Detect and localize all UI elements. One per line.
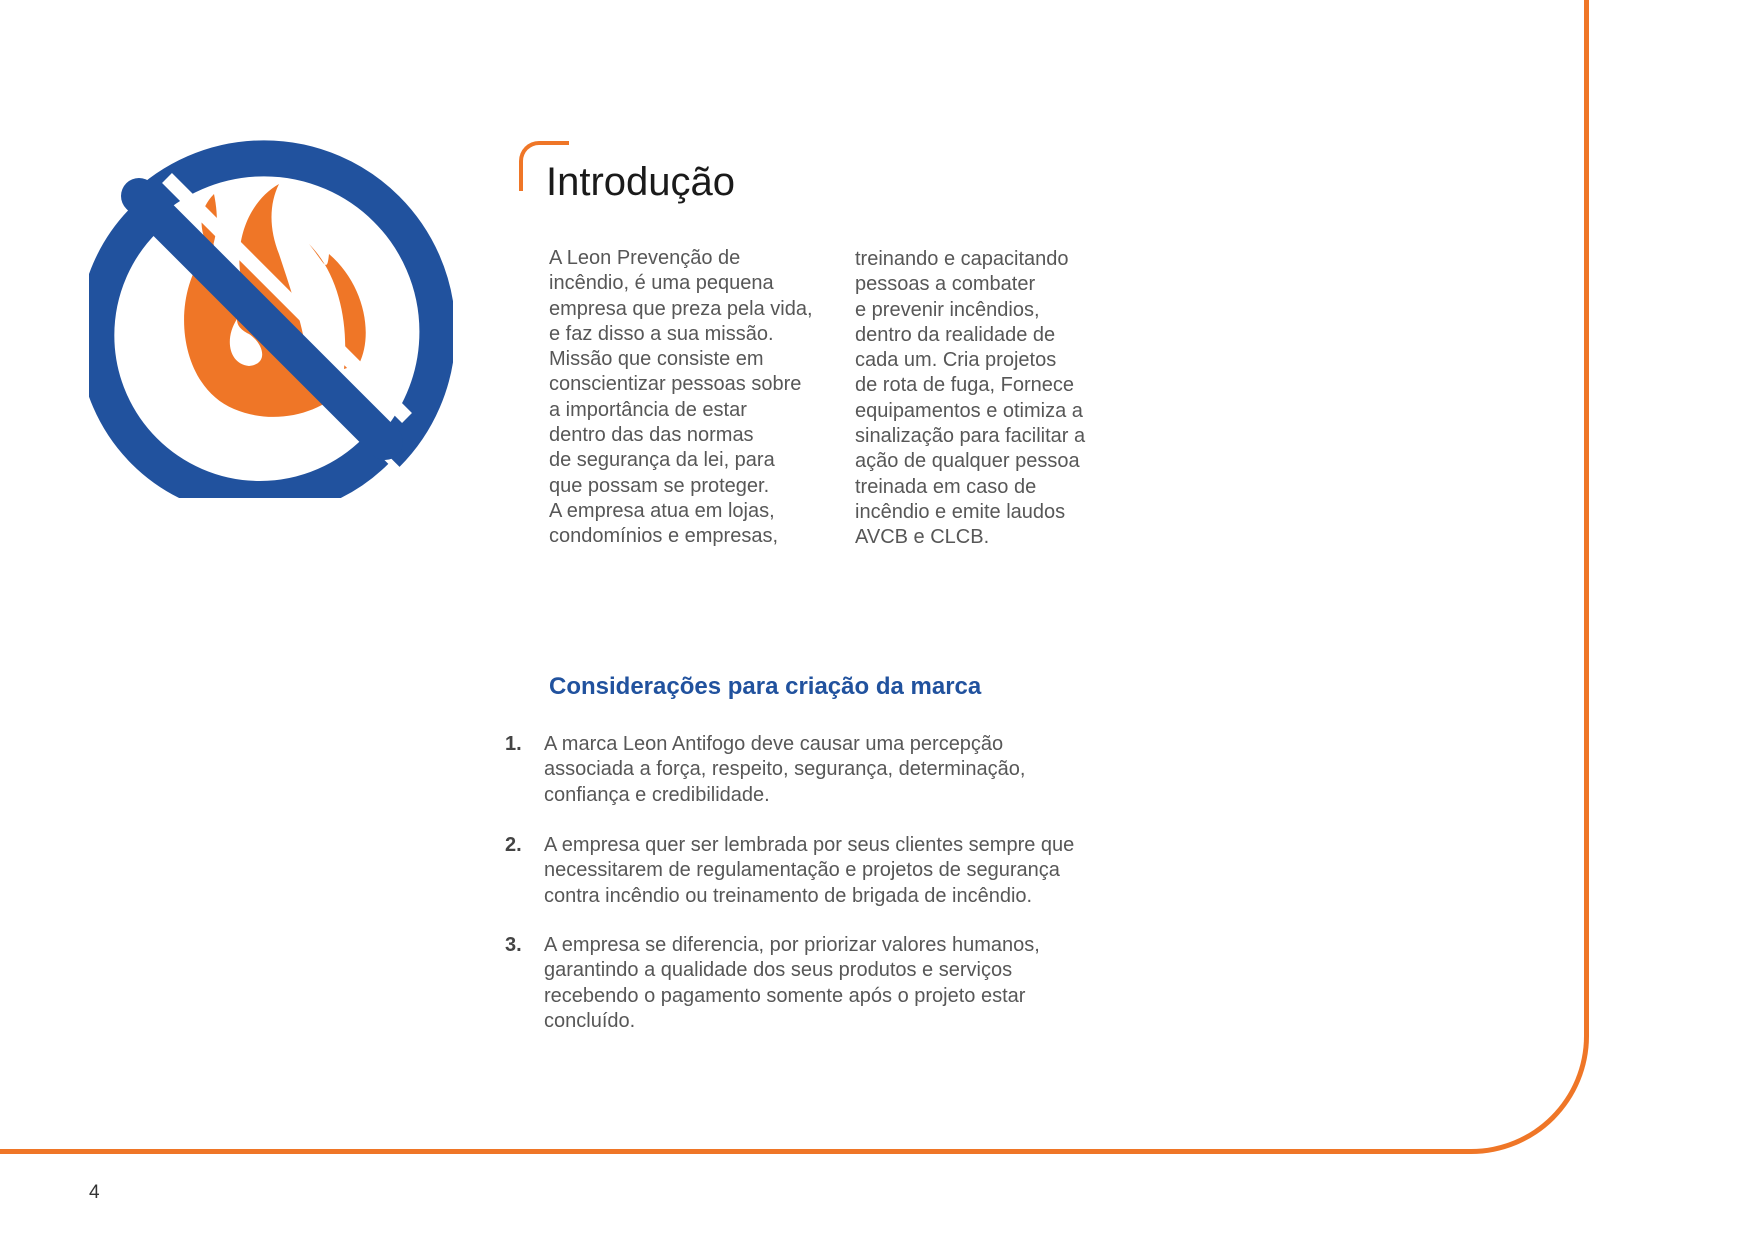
list-item-number: 2.	[505, 834, 522, 856]
list-item	[505, 732, 1025, 808]
list-item-number: 1.	[505, 733, 522, 755]
no-fire-icon	[89, 134, 453, 498]
intro-column-left: A Leon Prevenção de incêndio, é uma pequena empresa que preza pela vida, e faz disso a sua missão. Missão que consiste em conscientizar pessoas sobre a importância de estar dentro das das normas de segurança da lei, para que possam se proteger. A empresa atua em lojas, condomínios e empresas,	[549, 247, 813, 548]
intro-column-right: treinando e capacitando pessoas a combater e prevenir incêndios, dentro da realidade de cada um. Cria projetos de rota de fuga, Fornece equipamentos e otimiza a sinalização para facilitar a ação de qualquer pessoa treinada em caso de incêndio e emite laudos AVCB e CLCB.	[855, 248, 1086, 549]
list-item-text: A marca Leon Antifogo deve causar uma percepção associada a força, respeito, segurança, determinação, confiança e credibilidade.	[544, 733, 1026, 806]
page-number: 4	[89, 1182, 100, 1203]
list-item	[505, 833, 1074, 909]
considerations-heading: Considerações para criação da marca	[549, 673, 982, 700]
list-item	[505, 933, 1040, 1034]
list-item-text: A empresa quer ser lembrada por seus clientes sempre que necessitarem de regulamentação e projetos de segurança contra incêndio ou treinamento de brigada de incêndio.	[544, 834, 1075, 907]
page-title: Introdução	[546, 160, 736, 204]
list-item-text: A empresa se diferencia, por priorizar valores humanos, garantindo a qualidade dos seus produtos e serviços recebendo o pagamento somente após o projeto estar concluído.	[544, 934, 1040, 1032]
list-item-number: 3.	[505, 934, 522, 956]
